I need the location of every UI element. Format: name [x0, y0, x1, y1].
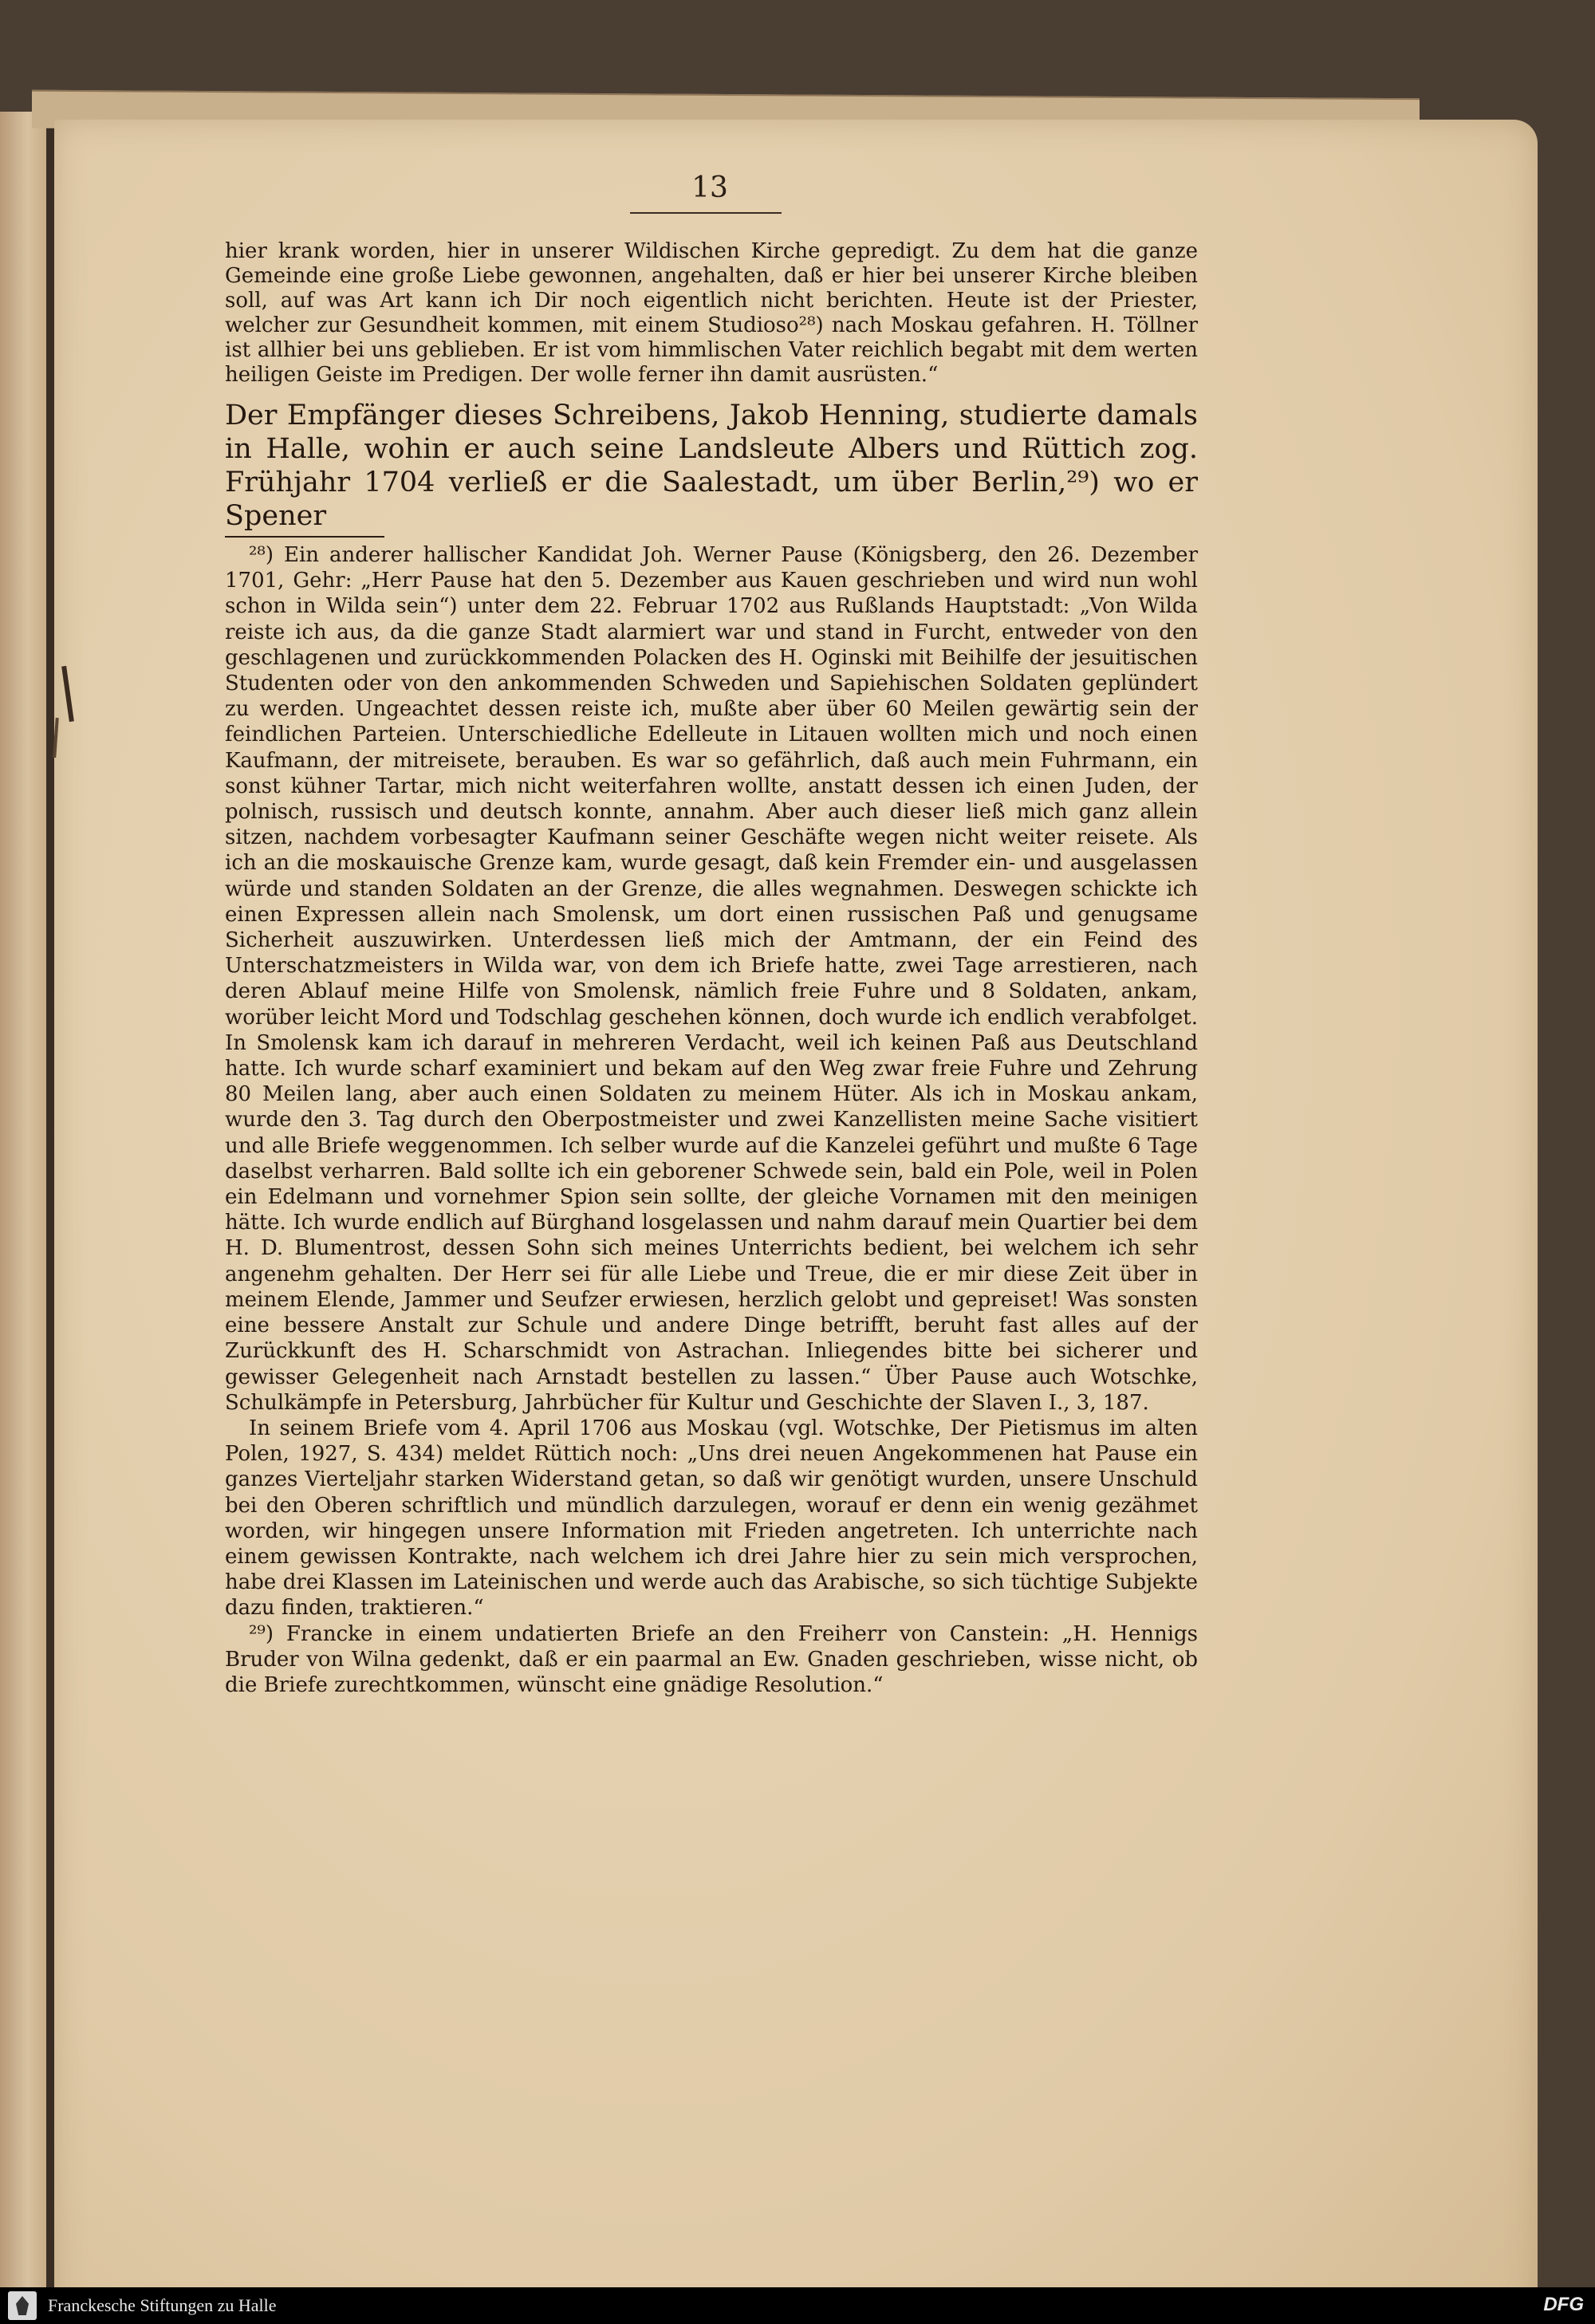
- left-page-edge: [0, 112, 48, 2313]
- main-paragraph: Der Empfänger dieses Schreibens, Jakob Henning, studierte damals in Halle, wohin er auch seine Landsleute Albers und Rüttich zog. Frühjahr 1704 verließ er die Saalestadt, um über Berlin,²⁹) wo er Spener: [225, 400, 1198, 532]
- footnote-28: ²⁸) Ein anderer hallischer Kandidat Joh. Werner Pause (Königsberg, den 26. Dezember 1701, Gehr: „Herr Pause hat den 5. Dezember aus Kauen geschrieben und wird nun wohl schon in Wilda sein“) unter dem 22. Februar 1702 aus Rußlands Hauptstadt: „Von Wilda reiste ich aus, da die ganze Stadt alarmiert war und stand in Furcht, entweder von den geschlagenen und zurückkommenden Polacken des H. Oginski mit Beihilfe der jesuitischen Studenten oder von den ankommenden Schweden und Sapiehischen Soldaten geplündert zu werden. Ungeachtet dessen reiste ich, mußte aber über 60 Meilen gewärtig sein der feindlichen Parteien. Unterschiedliche Edelleute in Litauen wollten mich und noch einen Kaufmann, der mitreisete, berauben. Es war so gefährlich, daß auch mein Fuhrmann, ein sonst kühner Tartar, mich nicht weiterfahren wollte, anstatt dessen ich einen Juden, der polnisch, russisch und deutsch konnte, annahm. Aber auch dieser ließ mich ganz allein sitzen, nachdem vorbesagter Kaufmann seiner Geschäfte wegen nicht weiter reisete. Als ich an die moskauische Grenze kam, wurde gesagt, daß kein Fremder ein- und ausgelassen würde und standen Soldaten an der Grenze, die alles wegnahmen. Deswegen schickte ich einen Expressen allein nach Smolensk, um dort einen russischen Paß und genugsame Sicherheit auszuwirken. Unterdessen ließ mich der Amtmann, der ein Feind des Unterschatzmeisters in Wilda war, von dem ich Briefe hatte, zwei Tage arrestieren, nach deren Ablauf meine Hilfe von Smolensk, nämlich freie Fuhre und 8 Soldaten, ankam, worüber leicht Mord und Todschlag geschehen können, doch wurde ich endlich verabfolget. In Smolensk kam ich darauf in mehreren Verdacht, weil ich keinen Paß aus Deutschland hatte. Ich wurde scharf examiniert und bekam auf den Weg zwar freie Fuhre und Zehrung 80 Meilen lang, aber auch einen Soldaten zu meinem Hüter. Als ich in Moskau ankam, wurde den 3. Tag durch den Oberpostmeister und zwei Kanzellisten meine Sache visitiert und alle Briefe weggenommen. Ich selber wurde auf die Kanzelei geführt und mußte 6 Tage daselbst verharren. Bald sollte ich ein geborener Schwede sein, bald ein Pole, weil in Polen ein Edelmann und vornehmer Spion sein sollte, der gleiche Vornamen mit den meinigen hätte. Ich wurde endlich auf Bürghand losgelassen und nahm darauf mein Quartier bei dem H. D. Blumentrost, dessen Sohn sich meines Unterrichts bedient, bei welchem ich sehr angenehm gehalten. Der Herr sei für alle Liebe und Treue, die er mir diese Zeit über in meinem Elende, Jammer und Seufzer erwiesen, herzlich gelobt und gepreiset! Was sonsten eine bessere Anstalt zur Schule und andere Dinge betrifft, beruht fast alles auf der Zurückkunft des H. Scharschmidt von Astrachan. Inliegendes bitte bei sicherer und gewisser Gelegenheit nach Arnstadt bestellen zu lassen.“ Über Pause auch Wotschke, Schulkämpfe in Petersburg, Jahrbücher für Kultur und Geschichte der Slaven I., 3, 187.: [225, 543, 1198, 1415]
- dfg-logo: DFG: [1543, 2294, 1584, 2315]
- footnote-28-continuation: In seinem Briefe vom 4. April 1706 aus Moskau (vgl. Wotschke, Der Pietismus im alten Polen, 1927, S. 434) meldet Rüttich noch: „Uns drei neuen Angekommenen hat Pause ein ganzes Vierteljahr starken Widerstand getan, so daß wir genötigt wurden, unsere Unschuld bei den Oberen schriftlich und mündlich darzulegen, worauf er denn ein wenig gezähmet worden, wir hingegen unsere Information mit Frieden angetreten. Ich unterrichte nach einem gewissen Kontrakte, nach welchem ich drei Jahre hier zu sein mich versprochen, habe drei Klassen im Lateinischen und werde auch das Arabische, so sich tüchtige Subjekte dazu finden, traktieren.“: [225, 1416, 1198, 1621]
- page-number-rule: [630, 212, 782, 214]
- footnote-separator: [225, 536, 384, 538]
- book-gutter: [46, 116, 54, 2309]
- footnote-29: ²⁹) Francke in einem undatierten Briefe an den Freiherr von Canstein: „H. Hennigs Bruder von Wilna gedenkt, daß er ein paarmal an Ew. Gnaden geschrieben, wisse nicht, ob die Briefe zurechtkommen, wünscht eine gnädige Resolution.“: [225, 1621, 1198, 1697]
- page-number: 13: [691, 171, 728, 204]
- text-block: [225, 239, 1198, 1698]
- institution-name: Franckesche Stiftungen zu Halle: [48, 2295, 277, 2315]
- institution-logo-icon: [8, 2291, 37, 2320]
- letter-quote: hier krank worden, hier in unserer Wildischen Kirche gepredigt. Zu dem hat die ganze Gemeinde eine große Liebe gewonnen, angehalten, daß er hier bei unserer Kirche bleiben soll, auf was Art kann ich Dir noch eigentlich nicht berichten. Heute ist der Priester, welcher zur Gesundheit kommen, mit einem Studioso²⁸) nach Moskau gefahren. H. Töllner ist allhier bei uns geblieben. Er ist vom himmlischen Vater reichlich begabt mit dem werten heiligen Geiste im Predigen. Der wolle ferner ihn damit ausrüsten.“: [225, 239, 1198, 387]
